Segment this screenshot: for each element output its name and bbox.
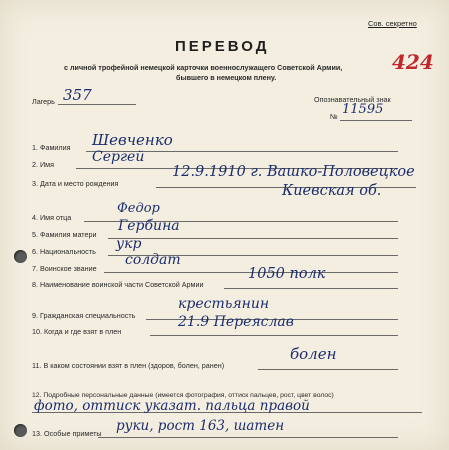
field-rank-label: 7. Воинское звание: [32, 264, 97, 273]
field-nationality-label: 6. Национальность: [32, 247, 96, 256]
field-unit-value: 1050 полк: [248, 266, 326, 282]
field-unit-underline: [224, 288, 398, 289]
field-birth-value-line2: Киевская об.: [282, 183, 382, 199]
field-name-label: 2. Имя: [32, 160, 54, 169]
field-special-marks-underline: [98, 437, 398, 438]
field-special-marks-label: 13. Особые приметы: [32, 429, 102, 438]
field-father-name-label: 4. Имя отца: [32, 213, 72, 222]
field-surname-label: 1. Фамилия: [32, 143, 71, 152]
field-condition-underline: [258, 369, 398, 370]
field-nationality-value: укр: [116, 236, 142, 252]
field-mother-surname-label: 5. Фамилия матери: [32, 230, 97, 239]
classification-label: Сов. секретно: [368, 19, 417, 28]
binder-hole-bottom: [14, 424, 27, 437]
subtitle-line-2: бывшего в немецком плену.: [176, 73, 277, 82]
field-personal-data-value: фото, оттиск указат. пальца правой: [34, 398, 310, 414]
subtitle-line-1: с личной трофейной немецкой карточки военнослужащего Советской Армии,: [64, 63, 343, 72]
field-birth-value: 12.9.1910 г. Вашко-Половецкое: [172, 164, 415, 180]
id-mark-value: 11595: [342, 102, 384, 117]
red-number: 424: [392, 50, 434, 74]
id-mark-no-label: №: [330, 112, 338, 121]
field-rank-value: солдат: [125, 252, 181, 268]
id-mark-underline: [340, 120, 412, 121]
camp-underline: [58, 104, 136, 105]
field-personal-data-label: 12. Подробные персональные данные (имеется фотография, оттиск пальцев, рост, цвет волос): [32, 392, 334, 399]
field-unit-label: 8. Наименование воинской части Советской Армии: [32, 280, 204, 289]
binder-hole-top: [14, 250, 27, 263]
field-father-name-value: Федор: [117, 201, 160, 216]
field-captured-value: 21.9 Переяслав: [178, 314, 294, 330]
field-birth-label: 3. Дата и место рождения: [32, 179, 119, 188]
field-mother-surname-underline: [108, 238, 398, 239]
field-name-value: Сергей: [92, 149, 145, 165]
field-occupation-label: 9. Гражданская специальность: [32, 311, 136, 320]
camp-value: 357: [63, 86, 92, 104]
field-captured-label: 10. Когда и где взят в плен: [32, 327, 122, 336]
id-mark-label: Опознавательный знак: [314, 95, 391, 104]
field-occupation-value: крестьянин: [178, 296, 270, 312]
field-captured-underline: [150, 335, 398, 336]
field-mother-surname-value: Гербина: [118, 218, 180, 234]
document-title: ПЕРЕВОД: [175, 38, 270, 55]
field-surname-value: Шевченко: [92, 131, 173, 149]
field-condition-label: 11. В каком состоянии взят в плен (здоров, болен, ранен): [32, 361, 225, 370]
field-condition-value: болен: [290, 345, 337, 363]
field-special-marks-value: руки, рост 163, шатен: [116, 418, 285, 434]
camp-label: Лагерь: [32, 97, 55, 106]
